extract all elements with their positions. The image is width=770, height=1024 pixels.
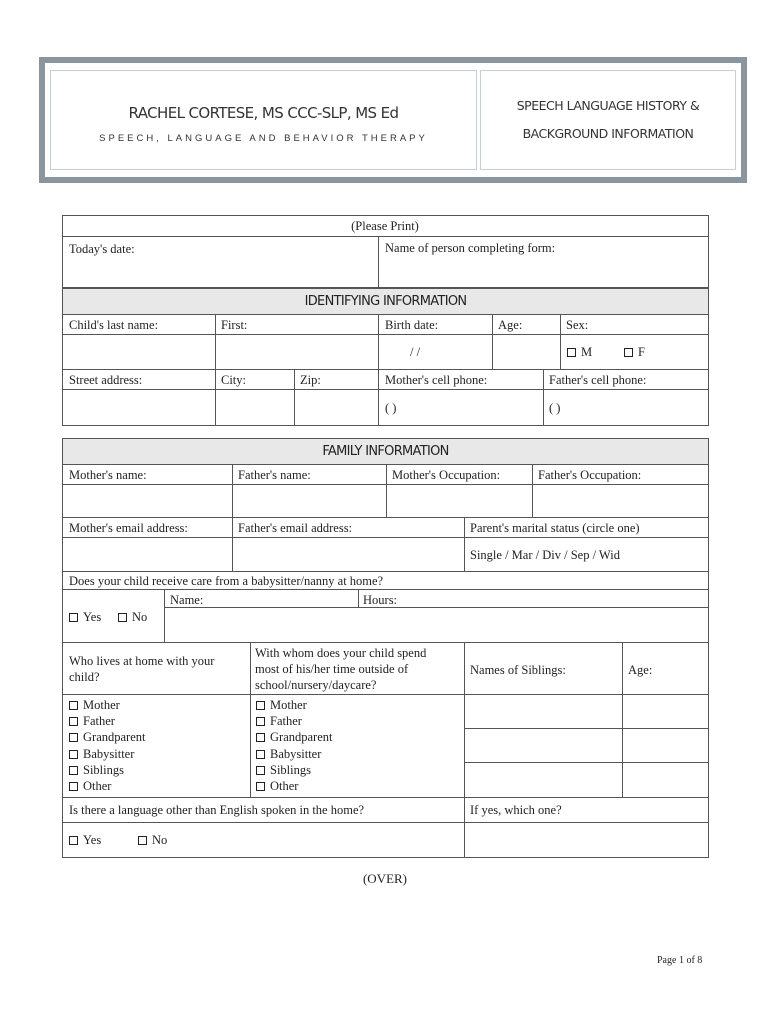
option-label: Babysitter <box>270 747 322 761</box>
option-label: Grandparent <box>270 730 333 744</box>
page-number: Page 1 of 8 <box>657 955 703 966</box>
language-question: Is there a language other than English spoken in the home? <box>69 803 365 817</box>
divider <box>464 643 465 858</box>
with-whom-line1: With whom does your child spend <box>255 646 427 660</box>
divider <box>532 465 533 518</box>
who-lives-line2: child? <box>69 670 100 684</box>
mother-occupation-label: Mother's Occupation: <box>392 468 501 482</box>
option-label: Father <box>83 714 115 728</box>
practice-subtitle: SPEECH, LANGUAGE AND BEHAVIOR THERAPY <box>99 133 428 144</box>
option-label: Other <box>83 779 112 793</box>
home-siblings-option[interactable] <box>69 763 124 778</box>
outside-grandparent-option[interactable] <box>256 730 332 745</box>
babysitter-label-row <box>164 590 709 608</box>
sibling-row-lines <box>464 728 709 763</box>
first-name-label: First: <box>221 318 248 332</box>
option-label: Siblings <box>83 763 124 777</box>
sex-m-option[interactable] <box>567 345 592 360</box>
form-title-line2: BACKGROUND INFORMATION <box>522 126 694 141</box>
intro-divider <box>378 236 379 288</box>
which-language-label: If yes, which one? <box>470 803 562 817</box>
city-label: City: <box>221 373 247 387</box>
home-mother-option[interactable] <box>69 698 120 713</box>
with-whom-line3: school/nursery/daycare? <box>255 678 377 692</box>
no-label: No <box>152 833 168 847</box>
mother-phone-paren: ( ) <box>385 401 397 415</box>
checkbox-icon[interactable] <box>256 733 265 742</box>
outside-other-option[interactable] <box>256 779 298 794</box>
checkbox-icon[interactable] <box>69 613 78 622</box>
who-lives-line1: Who lives at home with your <box>69 654 215 668</box>
mother-name-label: Mother's name: <box>69 468 147 482</box>
language-yes-option[interactable] <box>69 833 101 848</box>
checkbox-icon[interactable] <box>69 782 78 791</box>
sex-f-option[interactable] <box>624 345 645 360</box>
checkbox-icon[interactable] <box>256 750 265 759</box>
divider <box>386 465 387 518</box>
checkbox-icon[interactable] <box>256 717 265 726</box>
checkbox-icon[interactable] <box>624 348 633 357</box>
home-father-option[interactable] <box>69 714 115 729</box>
father-cell-label: Father's cell phone: <box>549 373 647 387</box>
home-other-option[interactable] <box>69 779 111 794</box>
over-note: (OVER) <box>362 871 408 886</box>
babysitter-yes-option[interactable] <box>69 610 101 625</box>
marital-status-label: Parent's marital status (circle one) <box>470 521 640 535</box>
marital-options[interactable]: Single / Mar / Div / Sep / Wid <box>470 548 620 562</box>
yes-label: Yes <box>83 610 102 624</box>
divider <box>294 370 295 426</box>
babysitter-name-label: Name: <box>170 593 204 607</box>
checkbox-icon[interactable] <box>138 836 147 845</box>
option-label: Other <box>270 779 299 793</box>
practice-name: RACHEL CORTESE, MS CCC-SLP, MS Ed <box>128 104 399 122</box>
checkbox-icon[interactable] <box>69 766 78 775</box>
letterhead-frame <box>39 57 747 183</box>
divider <box>232 465 233 572</box>
birth-date-slashes: / / <box>410 345 421 359</box>
no-label: No <box>132 610 148 624</box>
birth-date-label: Birth date: <box>385 318 439 332</box>
form-title-box <box>480 70 736 170</box>
option-label: Mother <box>83 698 120 712</box>
siblings-names-label: Names of Siblings: <box>470 663 566 677</box>
outside-babysitter-option[interactable] <box>256 747 321 762</box>
option-label: Mother <box>270 698 307 712</box>
outside-mother-option[interactable] <box>256 698 307 713</box>
father-occupation-label: Father's Occupation: <box>538 468 642 482</box>
divider <box>250 643 251 798</box>
divider <box>164 590 165 643</box>
zip-label: Zip: <box>300 373 321 387</box>
mother-email-label: Mother's email address: <box>69 521 188 535</box>
divider <box>543 370 544 426</box>
outside-father-option[interactable] <box>256 714 302 729</box>
form-title-line1: SPEECH LANGUAGE HISTORY & <box>516 98 700 113</box>
family-heading: FAMILY INFORMATION <box>322 444 449 459</box>
yes-label: Yes <box>83 833 102 847</box>
option-label: Father <box>270 714 302 728</box>
checkbox-icon[interactable] <box>118 613 127 622</box>
babysitter-hours-label: Hours: <box>363 593 398 607</box>
checkbox-icon[interactable] <box>567 348 576 357</box>
home-grandparent-option[interactable] <box>69 730 145 745</box>
divider <box>492 315 493 370</box>
checkbox-icon[interactable] <box>69 701 78 710</box>
mother-cell-label: Mother's cell phone: <box>385 373 488 387</box>
language-no-option[interactable] <box>138 833 167 848</box>
checkbox-icon[interactable] <box>256 782 265 791</box>
completing-name-label: Name of person completing form: <box>385 241 556 255</box>
siblings-age-label: Age: <box>628 663 653 677</box>
sex-f-label: F <box>638 345 645 359</box>
sex-m-label: M <box>581 345 593 359</box>
home-babysitter-option[interactable] <box>69 747 134 762</box>
family-heading-band <box>62 438 709 465</box>
divider <box>378 315 379 426</box>
age-label: Age: <box>498 318 523 332</box>
option-label: Grandparent <box>83 730 146 744</box>
checkbox-icon[interactable] <box>256 766 265 775</box>
babysitter-question: Does your child receive care from a babysitter/nanny at home? <box>69 574 384 588</box>
checkbox-icon[interactable] <box>69 836 78 845</box>
sex-label: Sex: <box>566 318 589 332</box>
please-print-note: (Please Print) <box>351 219 419 233</box>
father-email-label: Father's email address: <box>238 521 353 535</box>
father-phone-paren: ( ) <box>549 401 561 415</box>
father-name-label: Father's name: <box>238 468 311 482</box>
checkbox-icon[interactable] <box>69 717 78 726</box>
with-whom-line2: most of his/her time outside of <box>255 662 409 676</box>
divider <box>215 370 216 426</box>
practice-info-box <box>50 70 477 170</box>
babysitter-no-option[interactable] <box>118 610 147 625</box>
letterhead-inner <box>45 63 741 177</box>
ident-entry-row <box>62 335 709 370</box>
checkbox-icon[interactable] <box>256 701 265 710</box>
option-label: Babysitter <box>83 747 135 761</box>
divider <box>215 315 216 370</box>
divider <box>358 590 359 608</box>
todays-date-label: Today's date: <box>69 242 135 256</box>
checkbox-icon[interactable] <box>69 733 78 742</box>
divider <box>560 315 561 370</box>
street-address-label: Street address: <box>69 373 143 387</box>
child-last-name-label: Child's last name: <box>69 318 159 332</box>
babysitter-entry-row <box>62 608 709 643</box>
divider <box>622 643 623 798</box>
checkbox-icon[interactable] <box>69 750 78 759</box>
outside-siblings-option[interactable] <box>256 763 311 778</box>
identifying-heading: IDENTIFYING INFORMATION <box>304 294 467 309</box>
option-label: Siblings <box>270 763 311 777</box>
identifying-heading-band <box>62 288 709 315</box>
divider <box>464 518 465 572</box>
